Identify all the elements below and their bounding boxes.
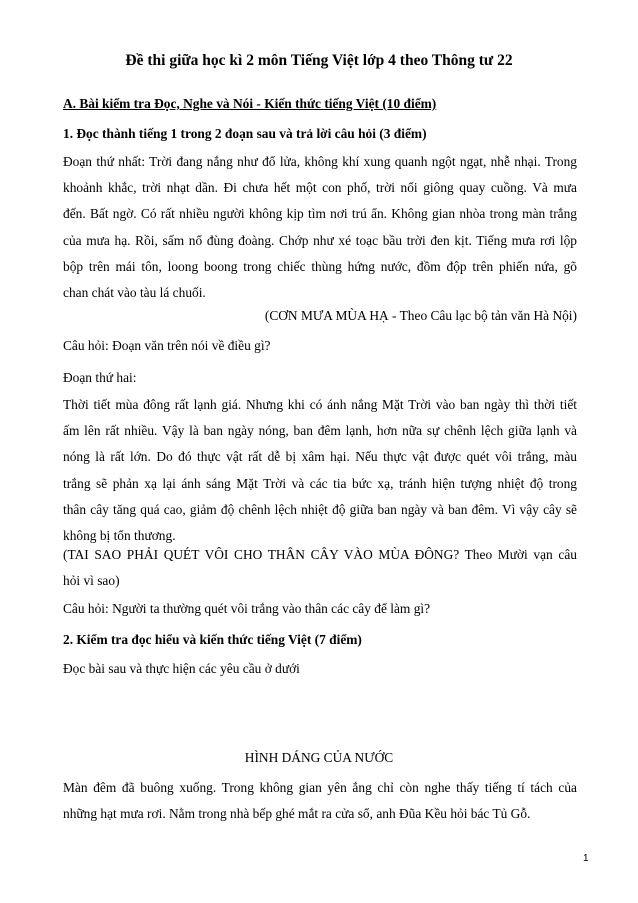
passage1-source: (CƠN MƯA MÙA HẠ - Theo Câu lạc bộ tản văn Hà Nội) [264, 308, 577, 323]
page-number: 1 [583, 853, 589, 864]
story-title: HÌNH DÁNG CỦA NƯỚC [244, 750, 394, 765]
passage1-line: Đoạn thứ nhất: Trời đang nắng như đổ lửa, không khí xung quanh ngột ngạt, nhễ nhại. Trong [63, 154, 577, 169]
passage2-line: Thời tiết mùa đông rất lạnh giá. Nhưng khi có ánh nắng Mặt Trời vào ban ngày thì thời tiết [63, 397, 577, 412]
part2-instruction: Đọc bài sau và thực hiện các yêu cầu ở dưới [63, 661, 300, 676]
passage2-line: trắng sẽ phản xạ lại ánh sáng Mặt Trời và các tia bức xạ, tránh hiện tượng nhiệt độ trong [63, 475, 577, 491]
passage2-heading: Đoạn thứ hai: [63, 370, 137, 385]
passage2-question: Câu hỏi: Người ta thường quét vôi trắng vào thân các cây để làm gì? [63, 601, 431, 616]
passage1-line: chan chát vào tàu lá chuối. [63, 284, 206, 300]
passage2-source-line: (TAI SAO PHẢI QUÉT VÔI CHO THÂN CÂY VÀO MÙA ĐÔNG? Theo Mười vạn câu [63, 547, 577, 562]
document-title: Đề thi giữa học kì 2 môn Tiếng Việt lớp 4 theo Thông tư 22 [125, 52, 513, 69]
passage2-source [63, 546, 577, 598]
passage2-line: nóng là rất lớn. Do đó thực vật rất dễ bị xâm hại. Nếu thực vật được quét vôi trắng, màu [63, 449, 577, 465]
passage1-line: đến. Bất ngờ. Có rất nhiều người không kịp tìm nơi trú ẩn. Không gian nhòa trong màn trắng [63, 206, 577, 222]
passage1-line: khoảnh khắc, trời nhạt dần. Đi chưa hết một con phố, trời nổi giông quay cuồng. Và mưa [63, 180, 577, 196]
passage2-line: không bị tổn thương. [63, 527, 176, 543]
passage2-line: thân cây tăng quá cao, giảm độ chênh lệch nhiệt độ giữa ban ngày và ban đêm. Vì vậy cây sẽ [63, 501, 577, 517]
section-a-heading: A. Bài kiểm tra Đọc, Nghe và Nói - Kiến thức tiếng Việt (10 điểm) [63, 96, 437, 111]
passage1-question: Câu hỏi: Đoạn văn trên nói về điều gì? [63, 338, 271, 353]
passage1-line: bộp trên mái tôn, loong boong trong chiếc thùng hứng nước, đồm độp trên phiến nứa, gõ [63, 258, 577, 274]
passage2-line: ấm lên rất nhiều. Vậy là ban ngày nóng, ban đêm lạnh, hơn nữa sự chênh lệch giữa lạnh và [63, 423, 577, 439]
passage2-source-line: hỏi vì sao) [63, 573, 120, 589]
passage1-paragraph [63, 153, 577, 310]
passage2-paragraph [63, 396, 577, 553]
story-line: Màn đêm đã buông xuống. Trong không gian yên ắng chỉ còn nghe thấy tiếng tí tách của [63, 780, 577, 795]
story-paragraph [63, 779, 577, 831]
story-line: những hạt mưa rơi. Nằm trong nhà bếp ghé mắt ra cửa sổ, anh Đũa Kều hỏi bác Tủ Gỗ. [63, 806, 531, 822]
passage1-line: của mưa hạ. Rồi, sấm nổ đùng đoàng. Chớp như xé toạc bầu trời đen kịt. Tiếng mưa rơi lộp [63, 232, 577, 248]
part1-heading: 1. Đọc thành tiếng 1 trong 2 đoạn sau và trả lời câu hỏi (3 điểm) [63, 126, 427, 141]
part2-heading: 2. Kiểm tra đọc hiểu và kiến thức tiếng Việt (7 điểm) [63, 632, 362, 647]
